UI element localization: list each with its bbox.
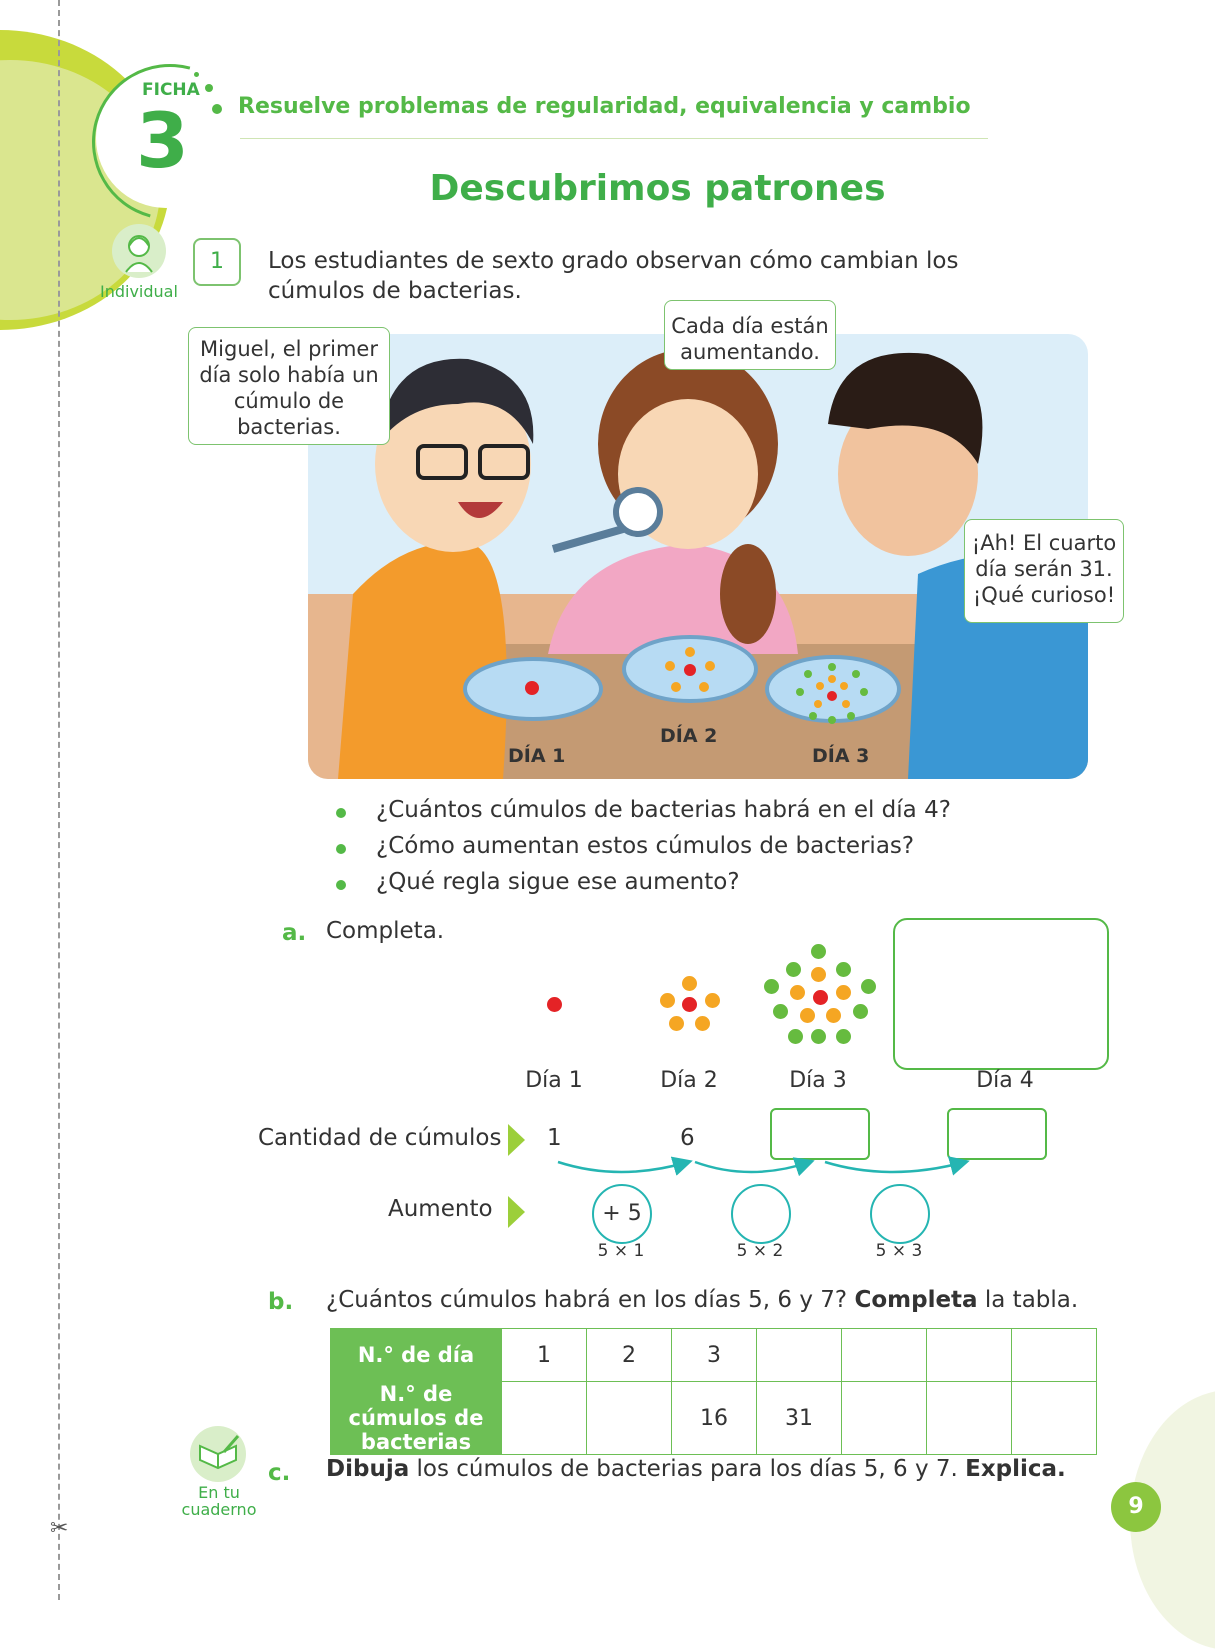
increase-circle-2-input[interactable] <box>731 1184 791 1244</box>
cluster-dot <box>660 993 675 1008</box>
cluster-dot <box>836 1029 851 1044</box>
question-3: ¿Qué regla sigue ese aumento? <box>376 869 740 895</box>
cluster-dot <box>836 962 851 977</box>
table-cell-input[interactable] <box>927 1382 1012 1455</box>
question-1: ¿Cuántos cúmulos de bacterias habrá en el día 4? <box>376 797 951 823</box>
dish-label-2: DÍA 2 <box>660 725 718 747</box>
dish-label-1: DÍA 1 <box>508 745 566 767</box>
page-title: Descubrimos patrones <box>429 168 886 209</box>
speech-bubble-right: ¡Ah! El cuarto día serán 31. ¡Qué curioso! <box>964 519 1124 623</box>
table-cell-input[interactable] <box>1012 1382 1097 1455</box>
notebook-label: En tu cuaderno <box>181 1483 257 1519</box>
table-cell-input[interactable] <box>587 1382 672 1455</box>
notebook-icon <box>190 1426 246 1482</box>
activity-number: 1 <box>193 238 241 286</box>
table-cell-input[interactable] <box>927 1329 1012 1382</box>
speech-bubble-left: Miguel, el primer día solo había un cúmulo de bacterias. <box>188 327 390 445</box>
quantity-row-label: Cantidad de cúmulos <box>258 1125 502 1151</box>
dot-decoration <box>194 72 199 77</box>
bullet <box>336 844 346 854</box>
table-cell-input[interactable] <box>842 1382 927 1455</box>
table-row <box>331 1329 1097 1382</box>
cluster-dot <box>764 979 779 994</box>
cluster-dot <box>773 1004 788 1019</box>
header-divider <box>240 138 988 139</box>
part-b-instruction-rest: la tabla. <box>984 1287 1079 1313</box>
cut-line <box>58 0 60 1600</box>
scissors-icon: ✂ <box>50 1516 69 1541</box>
cluster-dot <box>705 993 720 1008</box>
increase-circle-1: + 5 <box>592 1184 652 1244</box>
table-cell-input[interactable] <box>1012 1329 1097 1382</box>
table-cell: 3 <box>672 1329 757 1382</box>
cluster-dot <box>811 944 826 959</box>
arrow-marker-icon <box>508 1196 525 1228</box>
ficha-number: 3 <box>136 96 189 185</box>
table-cell: 16 <box>672 1382 757 1455</box>
quantity-day2: 6 <box>680 1125 695 1151</box>
bullet <box>336 880 346 890</box>
dot-decoration <box>205 84 213 92</box>
table-cell: 1 <box>502 1329 587 1382</box>
part-c-text: los cúmulos de bacterias para los días 5, 6 y 7. <box>416 1456 958 1482</box>
cluster-dot <box>800 1008 815 1023</box>
table-header-day: N.° de día <box>331 1329 502 1382</box>
cluster-dot <box>786 962 801 977</box>
increase-hint-3: 5 × 3 <box>875 1241 923 1261</box>
day-label-4: Día 4 <box>976 1068 1034 1093</box>
cluster-dot <box>682 997 697 1012</box>
part-c-bold2: Explica. <box>965 1456 1066 1482</box>
bullet <box>336 808 346 818</box>
table-cell: 31 <box>757 1382 842 1455</box>
cluster-dot <box>811 967 826 982</box>
cluster-dot <box>788 1029 803 1044</box>
cluster-dot <box>826 1008 841 1023</box>
cluster-dot <box>836 985 851 1000</box>
days-table <box>330 1328 1097 1455</box>
arrow-marker-icon <box>508 1124 525 1156</box>
part-a-letter: a. <box>282 920 307 946</box>
part-c-line <box>326 1456 1066 1482</box>
cluster-dot <box>853 1004 868 1019</box>
quantity-day1: 1 <box>547 1125 562 1151</box>
part-c-bold1: Dibuja <box>326 1456 410 1482</box>
increase-hint-1: 5 × 1 <box>597 1241 645 1261</box>
increase-circle-3-input[interactable] <box>870 1184 930 1244</box>
activity-intro: Los estudiantes de sexto grado observan cómo cambian los cúmulos de bacterias. <box>268 248 959 304</box>
increase-hint-2: 5 × 2 <box>736 1241 784 1261</box>
table-row <box>331 1382 1097 1455</box>
ficha-label: FICHA <box>142 80 200 100</box>
cluster-dot <box>811 1029 826 1044</box>
part-c-letter: c. <box>268 1460 291 1486</box>
page-number: 9 <box>1111 1482 1161 1532</box>
part-a-instruction: Completa. <box>326 918 445 944</box>
cluster-dot <box>682 976 697 991</box>
table-cell-input[interactable] <box>502 1382 587 1455</box>
part-b-question: ¿Cuántos cúmulos habrá en los días 5, 6 y 7? <box>326 1287 848 1313</box>
question-2: ¿Cómo aumentan estos cúmulos de bacterias? <box>376 833 915 859</box>
part-b-instruction-bold: Completa <box>854 1287 978 1313</box>
cluster-dot <box>813 990 828 1005</box>
table-cell: 2 <box>587 1329 672 1382</box>
cluster-dot <box>861 979 876 994</box>
table-cell-input[interactable] <box>757 1329 842 1382</box>
day-label-2: Día 2 <box>660 1068 718 1093</box>
day4-drawing-box[interactable] <box>893 918 1109 1070</box>
cluster-dot <box>695 1016 710 1031</box>
day-label-1: Día 1 <box>525 1068 583 1093</box>
cluster-dot <box>790 985 805 1000</box>
table-header-clusters: N.° de cúmulos de bacterias <box>331 1382 502 1455</box>
part-b-letter: b. <box>268 1289 294 1315</box>
day-label-3: Día 3 <box>789 1068 847 1093</box>
mode-label: Individual <box>100 282 178 301</box>
individual-icon <box>112 224 166 278</box>
part-b-line <box>326 1287 1078 1313</box>
cluster-dot <box>547 997 562 1012</box>
header-bullet <box>212 104 222 114</box>
speech-bubble-middle: Cada día están aumentando. <box>664 300 836 370</box>
competency-heading: Resuelve problemas de regularidad, equivalencia y cambio <box>238 94 971 119</box>
cluster-dot <box>669 1016 684 1031</box>
increase-row-label: Aumento <box>388 1196 493 1222</box>
table-cell-input[interactable] <box>842 1329 927 1382</box>
dish-label-3: DÍA 3 <box>812 745 870 767</box>
